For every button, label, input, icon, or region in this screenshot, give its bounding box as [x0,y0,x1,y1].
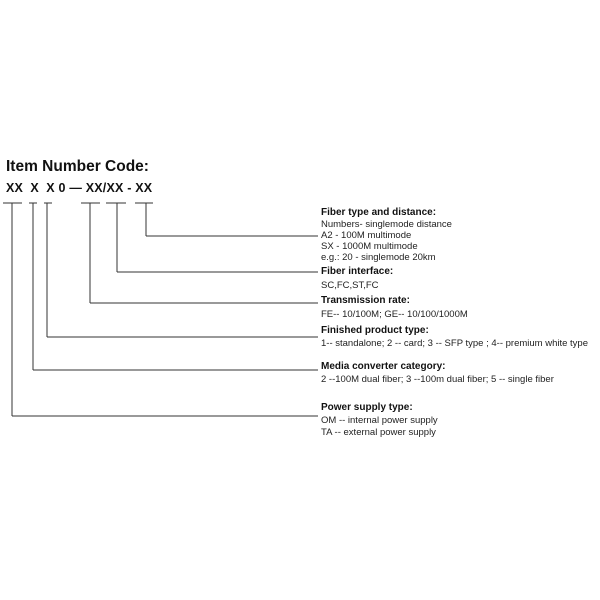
section-line: SX - 1000M multimode [321,241,418,252]
section-line: OM -- internal power supply [321,415,438,426]
section-fiber-type [321,207,452,263]
section-line: e.g.: 20 - singlemode 20km [321,252,436,263]
diagram-title: Item Number Code: [6,158,149,175]
section-power-supply-type [321,402,438,438]
section-heading: Fiber interface: [321,266,394,277]
section-transmission-rate [321,295,468,320]
section-line: Numbers- singlemode distance [321,219,452,230]
code-format: XX X X 0 — XX/XX - XX [6,181,153,195]
section-media-converter-category [321,361,554,385]
section-heading: Transmission rate: [321,295,410,306]
section-line: FE-- 10/100M; GE-- 10/100/1000M [321,309,468,320]
section-line: 2 --100M dual fiber; 3 --100m dual fiber; 5 -- single fiber [321,374,554,385]
section-finished-product-type [321,325,588,349]
section-line: A2 - 100M multimode [321,230,412,241]
section-line: TA -- external power supply [321,427,436,438]
section-heading: Power supply type: [321,402,413,413]
section-line: SC,FC,ST,FC [321,280,379,291]
section-heading: Media converter category: [321,361,446,372]
section-fiber-interface [321,266,393,291]
section-line: 1-- standalone; 2 -- card; 3 -- SFP type ; 4-- premium white type [321,338,588,349]
section-heading: Finished product type: [321,325,429,336]
section-heading: Fiber type and distance: [321,207,437,218]
